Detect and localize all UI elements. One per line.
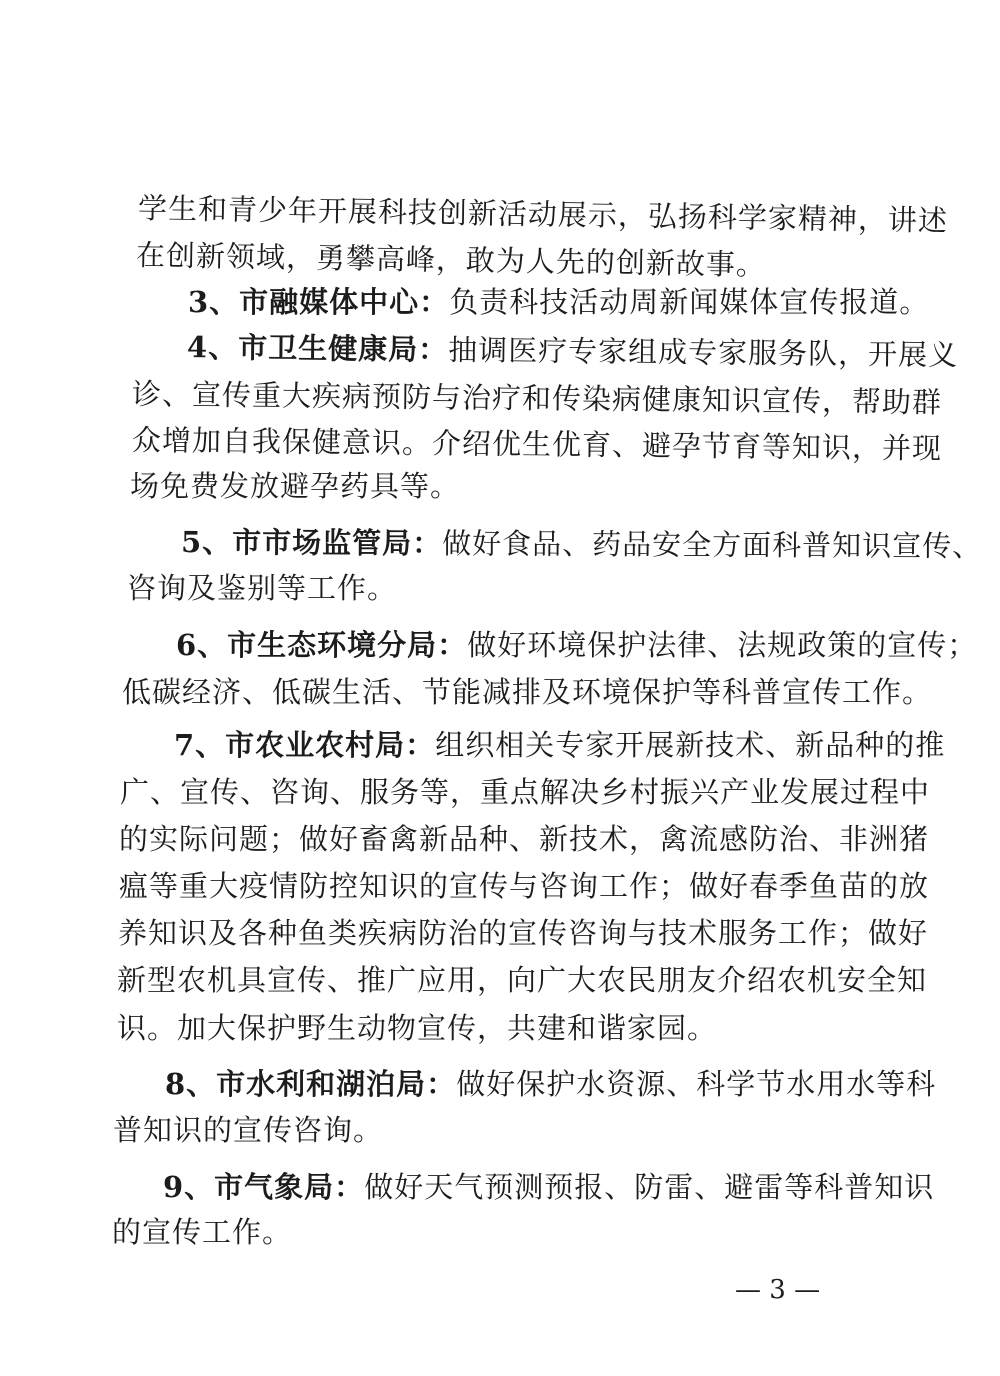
page-number: — 3 —: [735, 1275, 821, 1305]
text-line: 诊、宣传重大疾病预防与治疗和传染病健康知识宣传，帮助群: [131, 377, 943, 420]
text-line: 广、宣传、咨询、服务等，重点解决乡村振兴产业发展过程中: [120, 775, 931, 809]
text-line: 普知识的宣传咨询。: [113, 1113, 384, 1147]
section-6-heading-line: 6、市生态环境分局：做好环境保护法律、法规政策的宣传；: [176, 628, 978, 662]
text-line: 咨询及鉴别等工作。: [127, 571, 398, 605]
text-line: 瘟等重大疫情防控知识的宣传与咨询工作；做好春季鱼苗的放: [119, 869, 930, 903]
section-7-title: 7、市农业农村局：: [174, 728, 436, 762]
text-line: 在创新领域，勇攀高峰，敢为人先的创新故事。: [135, 238, 767, 282]
section-5-heading-line: 5、市市场监管局：做好食品、药品安全方面科普知识宣传、: [180, 525, 983, 564]
section-5-title: 5、市市场监管局：: [180, 525, 443, 561]
section-9-title: 9、市气象局：: [163, 1170, 365, 1204]
section-8-title: 8、市水利和湖泊局：: [165, 1067, 457, 1101]
section-6-title: 6、市生态环境分局：: [176, 628, 468, 662]
text-line: 学生和青少年开展科技创新活动展示，弘扬科学家精神，讲述: [137, 191, 949, 238]
section-3-title: 3、市融媒体中心：: [188, 285, 450, 319]
section-8-heading-line: 8、市水利和湖泊局：做好保护水资源、科学节水用水等科: [165, 1067, 937, 1101]
section-3-heading-line: 3、市融媒体中心：负责科技活动周新闻媒体宣传报道。: [188, 285, 930, 319]
text-line: 的实际问题；做好畜禽新品种、新技术，禽流感防治、非洲猪: [119, 822, 930, 856]
text-line: 养知识及各种鱼类疾病防治的宣传咨询与技术服务工作；做好: [118, 916, 929, 950]
section-7-heading-line: 7、市农业农村局：组织相关专家开展新技术、新品种的推: [174, 728, 946, 762]
text-line: 众增加自我保健意识。介绍优生优育、避孕节育等知识，并现: [131, 423, 943, 466]
text-line: 场免费发放避孕药具等。: [130, 469, 461, 503]
section-4-title: 4、市卫生健康局：: [186, 330, 449, 367]
section-4-heading-line: 4、市卫生健康局：抽调医疗专家组成专家服务队，开展义: [186, 330, 959, 373]
text-line: 低碳经济、低碳生活、节能减排及环境保护等科普宣传工作。: [122, 675, 933, 709]
section-9-heading-line: 9、市气象局：做好天气预测预报、防雷、避雷等科普知识: [163, 1170, 935, 1204]
text-line: 识。加大保护野生动物宣传，共建和谐家园。: [117, 1011, 718, 1045]
text-line: 新型农机具宣传、推广应用，向广大农民朋友介绍农机安全知: [117, 963, 928, 997]
text-line: 的宣传工作。: [112, 1215, 293, 1249]
